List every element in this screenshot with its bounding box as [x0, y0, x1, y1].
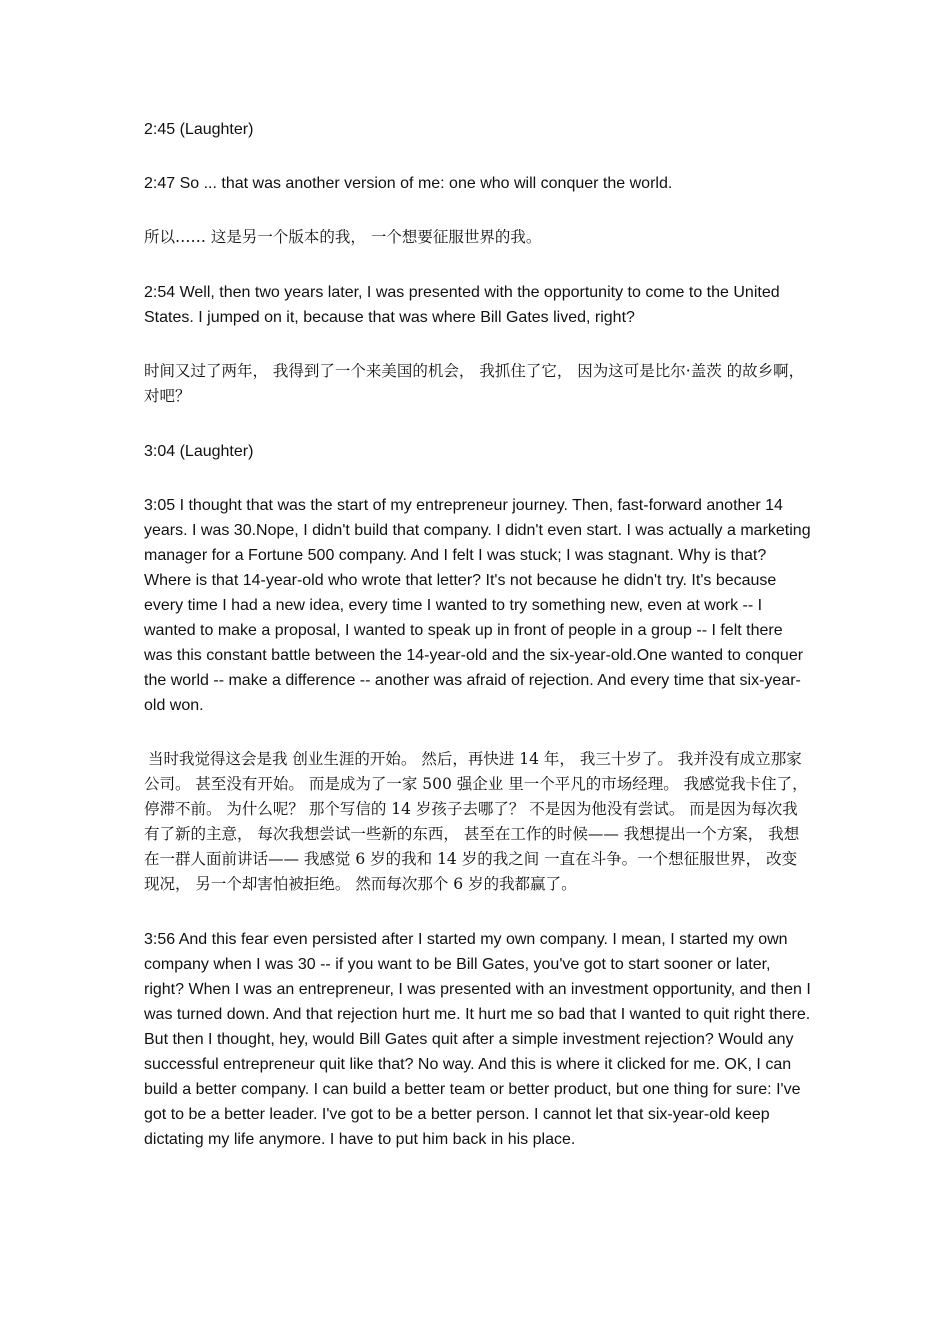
translation-paragraph: 时间又过了两年， 我得到了一个来美国的机会， 我抓住了它， 因为这可是比尔·盖茨 的故乡啊，对吧？ [144, 362, 805, 405]
transcript-paragraph: 2:45 (Laughter) [144, 121, 254, 138]
document-page [144, 117, 812, 1181]
transcript-paragraph: 3:56 And this fear even persisted after I started my own company. I mean, I started my own company when I was 30 -- if you want to be Bill Gates, you've got to start sooner or later, right? When I was an entrepreneur, I was presented with an investment opportunity, and then I was turned down. And that rejection hurt me. It hurt me so bad that I wanted to quit right there. But then I thought, hey, would Bill Gates quit after a simple investment rejection? Would any successful entrepreneur quit like that? No way. And this is where it clicked for me. OK, I can build a better company. I can build a better team or better product, but one thing for sure: I've got to be a better leader. I've got to be a better person. I cannot let that six-year-old keep dictating my life anymore. I have to put him back in his place. [144, 931, 811, 1148]
translation-paragraph: 当时我觉得这会是我 创业生涯的开始。 然后，再快进 14 年， 我三十岁了。 我并没有成立那家公司。 甚至没有开始。 而是成为了一家 500 强企业 里一个平凡的市场经理。 我感觉我卡住了， 停滞不前。 为什么呢？ 那个写信的 14 岁孩子去哪了？ 不是因为他没有尝试。 而是因为每次我有了新的主意， 每次我想尝试一些新的东西， 甚至在工作的时候—— 我想提出一个方案， 我想在一群人面前讲话—— 我感觉 6 岁的我和 14 岁的我之间 一直在斗争。一个想征服世界， 改变现况， 另一个却害怕被拒绝。 然而每次那个 6 岁的我都赢了。 [144, 750, 808, 893]
translation-paragraph: 所以…… 这是另一个版本的我， 一个想要征服世界的我。 [144, 228, 542, 246]
transcript-paragraph: 2:47 So ... that was another version of me: one who will conquer the world. [144, 175, 673, 192]
transcript-paragraph: 3:04 (Laughter) [144, 443, 254, 460]
transcript-paragraph: 3:05 I thought that was the start of my entrepreneur journey. Then, fast-forward another 14 years. I was 30.Nope, I didn't build that company. I didn't even start. I was actually a marketing manager for a Fortune 500 company. And I felt I was stuck; I was stagnant. Why is that? Where is that 14-year-old who wrote that letter? It's not because he didn't try. It's because every time I had a new idea, every time I wanted to try something new, even at work -- I wanted to make a proposal, I wanted to speak up in front of people in a group -- I felt there was this constant battle between the 14-year-old and the six-year-old.One wanted to conquer the world -- make a difference -- another was afraid of rejection. And every time that six-year-old won. [144, 497, 811, 714]
transcript-paragraph: 2:54 Well, then two years later, I was presented with the opportunity to come to the United States. I jumped on it, because that was where Bill Gates lived, right? [144, 284, 780, 326]
